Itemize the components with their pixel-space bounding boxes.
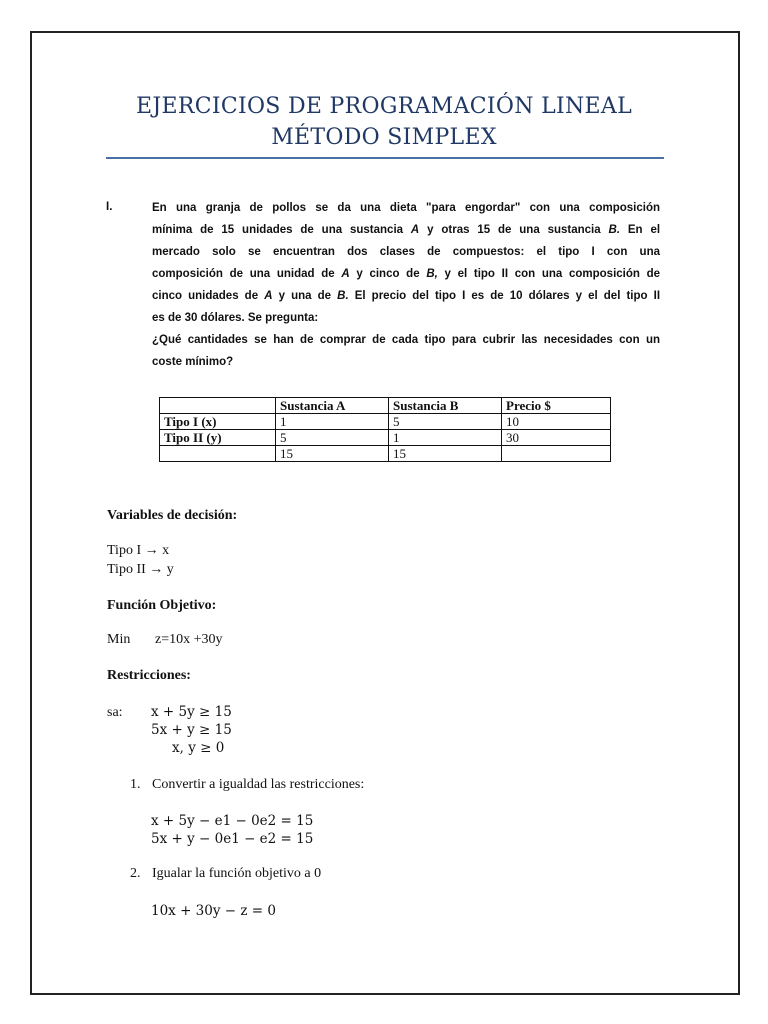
- problem-var: A: [341, 268, 350, 280]
- objective-equation: 10x + 30y − z = 0: [151, 903, 276, 919]
- table-row: [160, 430, 611, 446]
- problem-line-5: [152, 285, 660, 307]
- table-cell: 5: [389, 414, 502, 430]
- variable-line-2: Tipo II → y: [107, 562, 174, 577]
- document-title-line2: MÉTODO SIMPLEX: [271, 125, 497, 150]
- table-cell: 1: [276, 414, 389, 430]
- problem-var: B.: [337, 290, 349, 302]
- equality-2: 5x + y − 0e1 − e2 = 15: [151, 831, 314, 847]
- table-cell: 15: [389, 446, 502, 462]
- problem-question-line-2: coste mínimo?: [152, 356, 234, 368]
- constraint-3: x, y ≥ 0: [172, 740, 225, 756]
- table-header-cell: Precio $: [502, 398, 611, 414]
- problem-var: A: [264, 290, 273, 302]
- problem-question-line-1: ¿Qué cantidades se han de comprar de cada tipo para cubrir las necesidades con un: [152, 334, 660, 346]
- table-cell: 1: [389, 430, 502, 446]
- problem-line-1: En una granja de pollos se da una dieta "para engordar" con una composición: [152, 202, 660, 214]
- step-2-number: 2.: [130, 866, 141, 881]
- step-1-number: 1.: [130, 777, 141, 792]
- problem-text: y el tipo II con una composición de: [444, 268, 661, 280]
- problem-text: mínima de 15 unidades de una sustancia: [152, 224, 404, 236]
- objective-heading: Función Objetivo:: [107, 598, 217, 613]
- variables-heading: Variables de decisión:: [107, 508, 238, 523]
- problem-var: A: [410, 224, 420, 236]
- problem-text: composición de una unidad de: [152, 268, 335, 280]
- data-table: [159, 397, 611, 462]
- table-cell: 5: [276, 430, 389, 446]
- table-header-row: [160, 398, 611, 414]
- problem-text: y cinco de: [356, 268, 420, 280]
- objective-expression: z=10x +30y: [155, 632, 223, 647]
- problem-var: B,: [426, 268, 438, 280]
- problem-line-6: es de 30 dólares. Se pregunta:: [152, 312, 319, 324]
- constraints-heading: Restricciones:: [107, 668, 191, 683]
- variable-line-1: Tipo I → x: [107, 543, 170, 558]
- table-cell: [160, 446, 276, 462]
- constraint-2: 5x + y ≥ 15: [151, 722, 232, 738]
- title-divider: [106, 157, 664, 159]
- problem-number: I.: [106, 201, 113, 213]
- equality-1: x + 5y − e1 − 0e2 = 15: [151, 813, 314, 829]
- problem-text: El precio del tipo I es de 10 dólares y el del tipo II: [354, 290, 661, 302]
- table-row: [160, 446, 611, 462]
- problem-line-2: [152, 219, 660, 241]
- step-1-text: Convertir a igualdad las restricciones:: [152, 777, 365, 792]
- problem-line-4: [152, 263, 660, 285]
- table-cell: 30: [502, 430, 611, 446]
- problem-text: En el: [627, 224, 661, 236]
- table-cell: 15: [276, 446, 389, 462]
- problem-text: y una de: [278, 290, 332, 302]
- table-cell: 10: [502, 414, 611, 430]
- document-title-line1: EJERCICIOS DE PROGRAMACIÓN LINEAL: [136, 94, 632, 119]
- table-cell: Tipo I (x): [160, 414, 276, 430]
- table-header-cell: Sustancia B: [389, 398, 502, 414]
- problem-line-3: mercado solo se encuentran dos clases de compuestos: el tipo I con una: [152, 246, 660, 258]
- constraints-label: sa:: [107, 705, 123, 720]
- objective-label: Min: [107, 632, 131, 647]
- step-2-text: Igualar la función objetivo a 0: [152, 866, 322, 881]
- problem-text: y otras 15 de una sustancia: [427, 224, 601, 236]
- table-row: [160, 414, 611, 430]
- table-header-cell: Sustancia A: [276, 398, 389, 414]
- problem-text: cinco unidades de: [152, 290, 259, 302]
- constraint-1: x + 5y ≥ 15: [151, 704, 232, 720]
- table-cell: [502, 446, 611, 462]
- problem-var: B.: [608, 224, 621, 236]
- table-cell: Tipo II (y): [160, 430, 276, 446]
- table-header-cell: [160, 398, 276, 414]
